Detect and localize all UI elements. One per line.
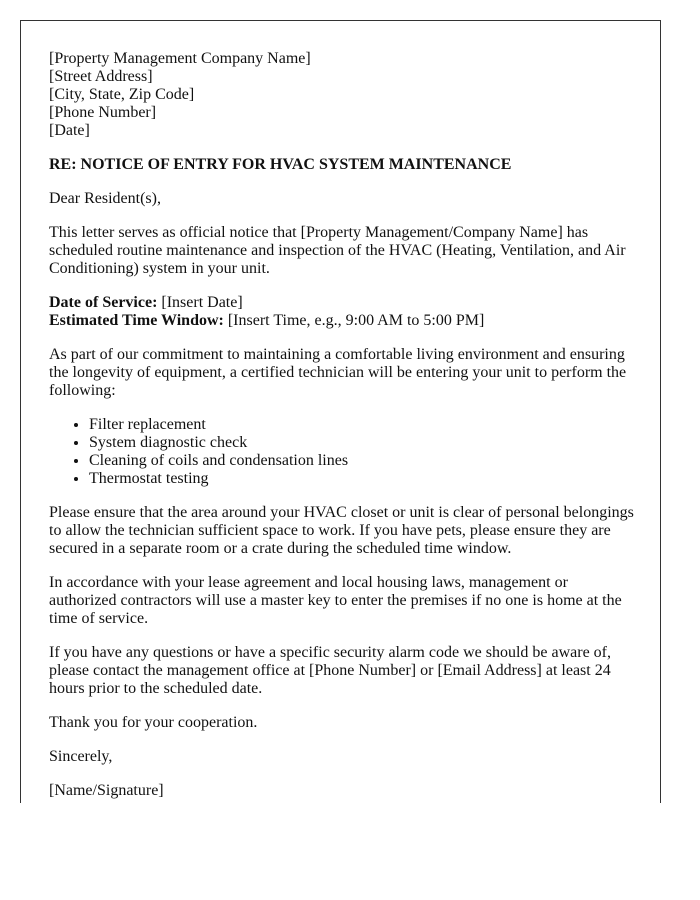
entry-policy-paragraph: In accordance with your lease agreement and local housing laws, management or authorized contractors will use a master key to enter the premises if no one is home at the time of service.	[49, 574, 622, 627]
contact-paragraph: If you have any questions or have a specific security alarm code we should be aware of, please contact the management office at [Phone Number] or [Email Address] at least 24 hours prior to the scheduled date.	[49, 644, 612, 697]
task-item: • Cleaning of coils and condensation lines	[89, 452, 634, 470]
sender-street: [Street Address]	[49, 68, 153, 85]
closing-line: Sincerely,	[49, 748, 113, 765]
date-of-service	[49, 294, 634, 312]
date-of-service-label: Date of Service:	[49, 294, 158, 311]
time-window-label: Estimated Time Window:	[49, 312, 224, 329]
commitment-paragraph: As part of our commitment to maintaining a comfortable living environment and ensuring the longevity of equipment, a certified technician will be entering your unit to perform the following:	[49, 346, 627, 399]
service-details	[49, 294, 634, 330]
sender-phone: [Phone Number]	[49, 104, 157, 121]
time-window-value: [Insert Time, e.g., 9:00 AM to 5:00 PM]	[223, 312, 485, 329]
sender-company: [Property Management Company Name]	[49, 50, 311, 67]
task-item: • Thermostat testing	[89, 470, 634, 488]
task-item: • Filter replacement	[89, 416, 634, 434]
salutation: Dear Resident(s),	[49, 190, 161, 207]
intro-paragraph: This letter serves as official notice that [Property Management/Company Name] has scheduled routine maintenance and inspection of the HVAC (Heating, Ventilation, and Air Conditioning) system in your unit.	[49, 224, 626, 277]
thanks-line: Thank you for your cooperation.	[49, 714, 258, 731]
subject-line: RE: NOTICE OF ENTRY FOR HVAC SYSTEM MAINTENANCE	[49, 156, 512, 173]
letter-date: [Date]	[49, 122, 90, 139]
task-item: • System diagnostic check	[89, 434, 634, 452]
signature-line: [Name/Signature]	[49, 782, 164, 799]
letter-content	[49, 50, 634, 803]
date-of-service-value: [Insert Date]	[157, 294, 243, 311]
sender-city-state-zip: [City, State, Zip Code]	[49, 86, 195, 103]
task-list	[49, 416, 634, 488]
preparation-paragraph: Please ensure that the area around your HVAC closet or unit is clear of personal belongings to allow the technician sufficient space to work. If you have pets, please ensure they are secured in a separate room or a crate during the scheduled time window.	[49, 504, 634, 557]
letter-page	[20, 20, 661, 803]
time-window	[49, 312, 634, 330]
sender-address-block	[49, 50, 634, 140]
